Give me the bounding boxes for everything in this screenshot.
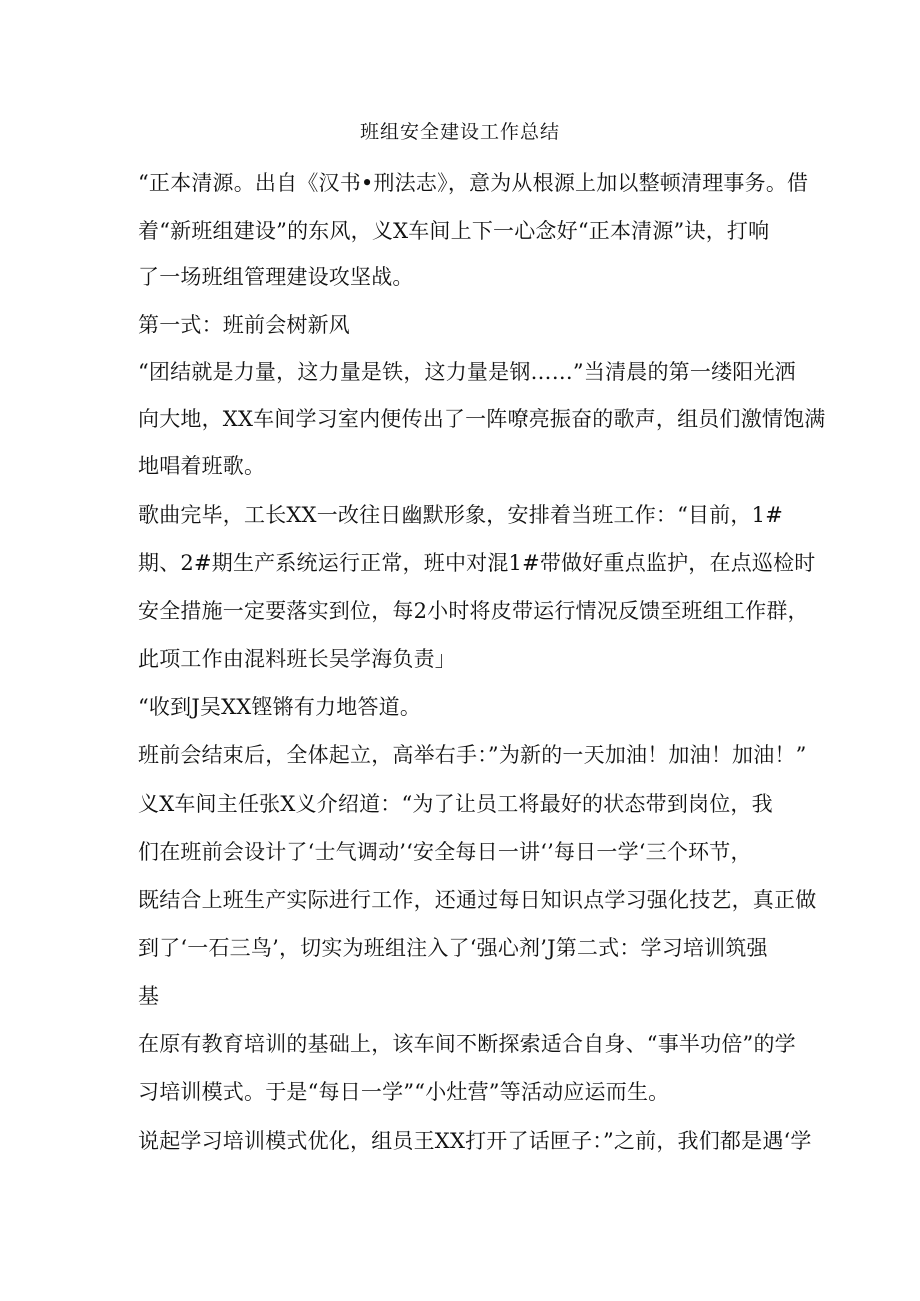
- body-line: 班前会结束后，全体起立，高举右手：”为新的一天加油！加油！加油！”: [138, 743, 807, 767]
- body-line: 了一场班组管理建设攻坚战。: [138, 265, 414, 289]
- document-title: 班组安全建设工作总结: [359, 121, 560, 143]
- body-line: 安全措施一定要落实到位，每2小时将皮带运行情况反馈至班组工作群，: [138, 599, 809, 623]
- body-line: 习培训模式。于是“每日一学”“小灶营”等活动应运而生。: [138, 1080, 670, 1104]
- body-line: 在原有教育培训的基础上，该车间不断探索适合自身、“事半功倍”的学: [138, 1032, 796, 1056]
- body-line: “正本清源。出自《汉书•刑法志》，意为从根源上加以整顿清理事务。借: [138, 171, 809, 195]
- body-line: 义X车间主任张X义介绍道：“为了让员工将最好的状态带到岗位，我: [138, 792, 773, 816]
- body-line: 地唱着班歌。: [138, 454, 266, 478]
- body-line: 到了‘一石三鸟’，切实为班组注入了‘强心剂’J第二式：学习培训筑强: [138, 936, 768, 960]
- body-line: 说起学习培训模式优化，组员王XX打开了话匣子：”之前，我们都是遇‘学: [138, 1129, 812, 1153]
- body-line: 期、2#期生产系统运行正常，班中对混1#带做好重点监护，在点巡检时: [138, 551, 816, 575]
- body-line: 此项工作由混料班长吴学海负责」: [138, 647, 456, 671]
- body-line: 向大地，XX车间学习室内便传出了一阵嘹亮振奋的歌声，组员们激情饱满: [138, 407, 826, 431]
- body-line: 既结合上班生产实际进行工作，还通过每日知识点学习强化技艺，真正做: [138, 888, 817, 912]
- body-line: 基: [138, 984, 160, 1008]
- section-heading: 第一式：班前会树新风: [138, 313, 350, 337]
- body-line: 歌曲完毕，工长XX一改往日幽默形象，安排着当班工作：“目前，1#: [138, 503, 783, 527]
- body-line: “团结就是力量，这力量是铁，这力量是钢……”当清晨的第一缕阳光洒: [138, 360, 796, 384]
- body-line: 们在班前会设计了‘士气调动’‘安全每日一讲‘’每日一学‘三个环节，: [138, 840, 752, 864]
- body-line: 着“新班组建设”的东风，义X车间上下一心念好“正本清源”诀，打响: [138, 219, 770, 243]
- body-line: “收到J吴XX铿锵有力地答道。: [138, 695, 422, 719]
